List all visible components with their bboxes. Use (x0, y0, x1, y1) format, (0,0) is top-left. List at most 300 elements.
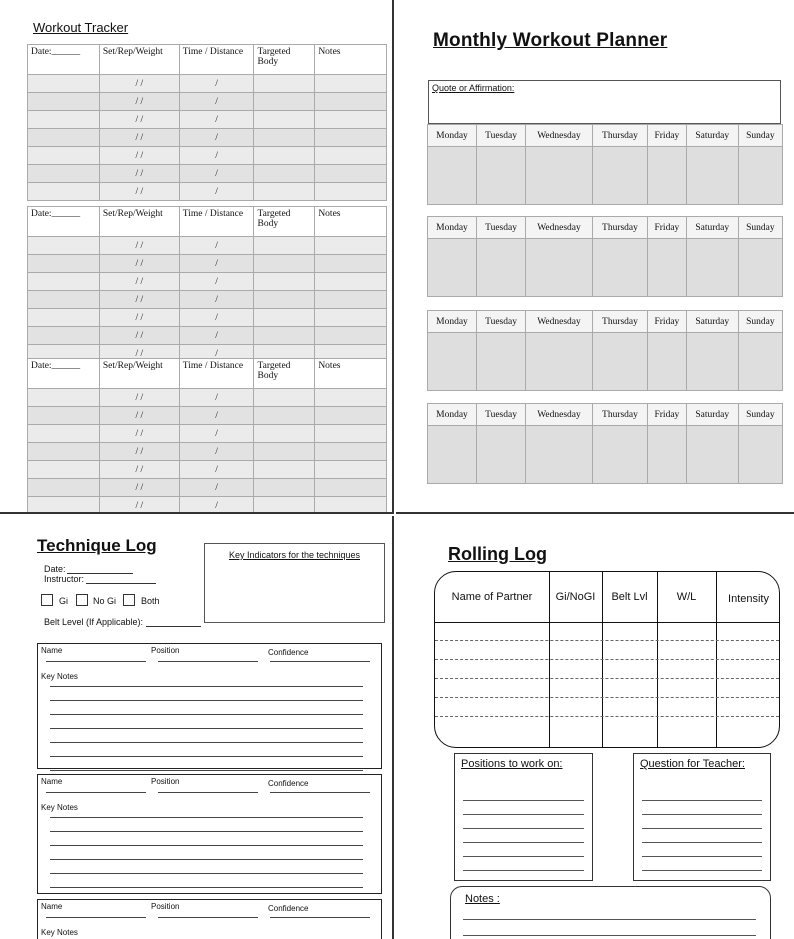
rolling-log-title: Rolling Log (448, 544, 547, 564)
targeted-body-cell[interactable] (254, 327, 315, 345)
day-cell[interactable] (476, 333, 525, 391)
column-header: Date:______ (28, 207, 100, 237)
monthly-planner-title: Monthly Workout Planner (433, 30, 668, 51)
column-header: Targeted Body (254, 359, 315, 389)
write-line[interactable] (642, 870, 762, 871)
day-header: Tuesday (476, 404, 525, 426)
note-line[interactable] (50, 817, 363, 818)
targeted-body-cell[interactable] (254, 165, 315, 183)
workout-row[interactable] (28, 111, 387, 129)
note-line[interactable] (50, 770, 363, 771)
date-cell[interactable] (28, 389, 100, 407)
confidence-label: Confidence (268, 904, 309, 913)
day-cell[interactable] (592, 426, 647, 484)
notes-cell[interactable] (315, 183, 387, 201)
day-header: Thursday (592, 217, 647, 239)
key-indicators-box[interactable] (204, 543, 385, 623)
workout-row[interactable] (28, 237, 387, 255)
time-distance-cell[interactable]: / (179, 345, 254, 363)
day-header: Monday (428, 217, 477, 239)
rolling-log-table[interactable] (434, 571, 780, 748)
notes-cell[interactable] (315, 407, 387, 425)
date-cell[interactable] (28, 93, 100, 111)
notes-cell[interactable] (315, 309, 387, 327)
gi-checkbox[interactable] (41, 594, 53, 606)
column-header: Set/Rep/Weight (99, 45, 179, 75)
workout-row[interactable] (28, 75, 387, 93)
date-cell[interactable] (28, 291, 100, 309)
day-cell[interactable] (686, 147, 738, 205)
week-cells-row (428, 426, 783, 484)
time-distance-cell[interactable]: / (179, 443, 254, 461)
question-label: Question for Teacher: (640, 758, 745, 770)
workout-row[interactable] (28, 129, 387, 147)
workout-row[interactable] (28, 93, 387, 111)
column-header: Date:______ (28, 45, 100, 75)
write-line[interactable] (642, 800, 762, 801)
both-checkbox[interactable] (123, 594, 135, 606)
day-header: Sunday (738, 125, 782, 147)
rolling-row-line[interactable] (435, 640, 779, 641)
workout-row[interactable] (28, 309, 387, 327)
targeted-body-cell[interactable] (254, 273, 315, 291)
day-cell[interactable] (738, 147, 782, 205)
set-rep-weight-cell[interactable]: / / (99, 147, 179, 165)
notes-cell[interactable] (315, 165, 387, 183)
workout-tracker-title: Workout Tracker (33, 20, 129, 35)
day-header: Monday (428, 311, 477, 333)
date-cell[interactable] (28, 443, 100, 461)
notes-cell[interactable] (315, 273, 387, 291)
week-table (427, 216, 783, 297)
date-cell[interactable] (28, 407, 100, 425)
targeted-body-cell[interactable] (254, 461, 315, 479)
column-header: Date:______ (28, 359, 100, 389)
day-cell[interactable] (476, 147, 525, 205)
day-header: Thursday (592, 125, 647, 147)
position-field[interactable] (158, 917, 258, 918)
time-distance-cell[interactable]: / (179, 327, 254, 345)
notes-cell[interactable] (315, 93, 387, 111)
notes-cell[interactable] (315, 129, 387, 147)
header-divider (435, 622, 779, 623)
day-header: Tuesday (476, 217, 525, 239)
workout-row[interactable] (28, 273, 387, 291)
day-header: Thursday (592, 404, 647, 426)
workout-row[interactable] (28, 425, 387, 443)
positions-box[interactable] (454, 753, 593, 881)
day-header: Monday (428, 125, 477, 147)
name-label: Name (41, 902, 63, 911)
write-line[interactable] (463, 814, 584, 815)
confidence-field[interactable] (270, 661, 370, 662)
quote-box[interactable] (428, 80, 781, 124)
date-cell[interactable] (28, 147, 100, 165)
belt-label: Belt Level (If Applicable): (44, 617, 144, 627)
note-line[interactable] (50, 728, 363, 729)
rolling-row-line[interactable] (435, 659, 779, 660)
set-rep-weight-cell[interactable]: / / (99, 425, 179, 443)
time-distance-cell[interactable]: / (179, 425, 254, 443)
time-distance-cell[interactable]: / (179, 309, 254, 327)
day-cell[interactable] (526, 239, 593, 297)
time-distance-cell[interactable]: / (179, 407, 254, 425)
date-cell[interactable] (28, 183, 100, 201)
targeted-body-cell[interactable] (254, 443, 315, 461)
key-indicators-label: Key Indicators for the techniques (228, 550, 361, 560)
day-cell[interactable] (592, 147, 647, 205)
workout-table-header (28, 207, 387, 237)
workout-row[interactable] (28, 389, 387, 407)
write-line[interactable] (642, 856, 762, 857)
day-header: Monday (428, 404, 477, 426)
write-line[interactable] (463, 856, 584, 857)
time-distance-cell[interactable]: / (179, 461, 254, 479)
time-distance-cell[interactable]: / (179, 111, 254, 129)
workout-row[interactable] (28, 407, 387, 425)
week-days-row (428, 311, 783, 333)
set-rep-weight-cell[interactable]: / / (99, 273, 179, 291)
set-rep-weight-cell[interactable]: / / (99, 389, 179, 407)
day-header: Tuesday (476, 311, 525, 333)
day-header: Friday (648, 404, 687, 426)
date-cell[interactable] (28, 497, 100, 515)
workout-row[interactable] (28, 165, 387, 183)
notes-cell[interactable] (315, 497, 387, 515)
week-days-row (428, 404, 783, 426)
note-line[interactable] (50, 873, 363, 874)
date-cell[interactable] (28, 129, 100, 147)
notes-line[interactable] (463, 919, 756, 920)
date-label: Date: (44, 564, 66, 574)
notes-cell[interactable] (315, 111, 387, 129)
date-cell[interactable] (28, 75, 100, 93)
column-header: Set/Rep/Weight (99, 207, 179, 237)
notes-cell[interactable] (315, 389, 387, 407)
day-cell[interactable] (476, 239, 525, 297)
technique-entry[interactable] (37, 899, 382, 939)
time-distance-cell[interactable]: / (179, 165, 254, 183)
set-rep-weight-cell[interactable]: / / (99, 111, 179, 129)
day-header: Saturday (686, 311, 738, 333)
set-rep-weight-cell[interactable]: / / (99, 497, 179, 515)
workout-table-header (28, 359, 387, 389)
day-header: Sunday (738, 404, 782, 426)
rolling-column-header: Gi/NoGI (555, 591, 596, 603)
instructor-label: Instructor: (44, 574, 85, 584)
question-box[interactable] (633, 753, 771, 881)
notes-cell[interactable] (315, 327, 387, 345)
write-line[interactable] (642, 842, 762, 843)
monthly-planner-page (396, 0, 794, 514)
set-rep-weight-cell[interactable]: / / (99, 479, 179, 497)
targeted-body-cell[interactable] (254, 93, 315, 111)
notes-box[interactable] (450, 886, 771, 939)
key-notes-label: Key Notes (41, 803, 78, 812)
workout-row[interactable] (28, 497, 387, 515)
set-rep-weight-cell[interactable]: / / (99, 237, 179, 255)
time-distance-cell[interactable]: / (179, 75, 254, 93)
week-cells-row (428, 239, 783, 297)
date-cell[interactable] (28, 237, 100, 255)
technique-log-page (0, 516, 394, 939)
day-cell[interactable] (686, 426, 738, 484)
gi-label: Gi (59, 596, 68, 606)
day-header: Wednesday (526, 217, 593, 239)
column-header: Targeted Body (254, 45, 315, 75)
set-rep-weight-cell[interactable]: / / (99, 461, 179, 479)
rolling-row-line[interactable] (435, 697, 779, 698)
targeted-body-cell[interactable] (254, 425, 315, 443)
set-rep-weight-cell[interactable]: / / (99, 407, 179, 425)
key-notes-label: Key Notes (41, 672, 78, 681)
time-distance-cell[interactable]: / (179, 147, 254, 165)
note-line[interactable] (50, 700, 363, 701)
name-label: Name (41, 777, 63, 786)
day-cell[interactable] (428, 147, 477, 205)
workout-row[interactable] (28, 291, 387, 309)
workout-row[interactable] (28, 327, 387, 345)
day-header: Saturday (686, 404, 738, 426)
day-cell[interactable] (476, 426, 525, 484)
targeted-body-cell[interactable] (254, 309, 315, 327)
day-cell[interactable] (738, 239, 782, 297)
column-header: Notes (315, 207, 387, 237)
note-line[interactable] (50, 742, 363, 743)
targeted-body-cell[interactable] (254, 407, 315, 425)
set-rep-weight-cell[interactable]: / / (99, 255, 179, 273)
technique-entry[interactable] (37, 774, 382, 894)
write-line[interactable] (463, 800, 584, 801)
date-cell[interactable] (28, 111, 100, 129)
workout-table-header (28, 45, 387, 75)
date-cell[interactable] (28, 165, 100, 183)
notes-cell[interactable] (315, 425, 387, 443)
workout-row[interactable] (28, 183, 387, 201)
workout-row[interactable] (28, 255, 387, 273)
time-distance-cell[interactable]: / (179, 93, 254, 111)
time-distance-cell[interactable]: / (179, 255, 254, 273)
day-cell[interactable] (738, 426, 782, 484)
confidence-field[interactable] (270, 917, 370, 918)
targeted-body-cell[interactable] (254, 389, 315, 407)
targeted-body-cell[interactable] (254, 183, 315, 201)
position-field[interactable] (158, 792, 258, 793)
column-header: Time / Distance (179, 359, 254, 389)
rolling-column-header: Name of Partner (451, 591, 533, 603)
position-label: Position (151, 902, 180, 911)
set-rep-weight-cell[interactable]: / / (99, 327, 179, 345)
set-rep-weight-cell[interactable]: / / (99, 93, 179, 111)
workout-row[interactable] (28, 443, 387, 461)
day-header: Saturday (686, 217, 738, 239)
targeted-body-cell[interactable] (254, 497, 315, 515)
day-cell[interactable] (648, 426, 687, 484)
day-cell[interactable] (686, 239, 738, 297)
day-header: Friday (648, 125, 687, 147)
position-field[interactable] (158, 661, 258, 662)
workout-table (27, 44, 387, 201)
day-cell[interactable] (526, 426, 593, 484)
time-distance-cell[interactable]: / (179, 497, 254, 515)
column-header: Notes (315, 359, 387, 389)
notes-cell[interactable] (315, 443, 387, 461)
note-line[interactable] (50, 686, 363, 687)
confidence-field[interactable] (270, 792, 370, 793)
notes-cell[interactable] (315, 237, 387, 255)
instructor-field[interactable] (86, 583, 156, 584)
set-rep-weight-cell[interactable]: / / (99, 75, 179, 93)
time-distance-cell[interactable]: / (179, 389, 254, 407)
time-distance-cell[interactable]: / (179, 129, 254, 147)
notes-cell[interactable] (315, 479, 387, 497)
notes-label: Notes : (465, 893, 500, 905)
set-rep-weight-cell[interactable]: / / (99, 309, 179, 327)
day-cell[interactable] (648, 239, 687, 297)
targeted-body-cell[interactable] (254, 291, 315, 309)
day-cell[interactable] (686, 333, 738, 391)
time-distance-cell[interactable]: / (179, 237, 254, 255)
day-cell[interactable] (428, 426, 477, 484)
notes-cell[interactable] (315, 291, 387, 309)
day-header: Wednesday (526, 125, 593, 147)
note-line[interactable] (50, 756, 363, 757)
time-distance-cell[interactable]: / (179, 479, 254, 497)
column-header: Notes (315, 45, 387, 75)
day-cell[interactable] (592, 333, 647, 391)
day-header: Wednesday (526, 311, 593, 333)
write-line[interactable] (642, 814, 762, 815)
note-line[interactable] (50, 887, 363, 888)
set-rep-weight-cell[interactable]: / / (99, 443, 179, 461)
day-cell[interactable] (526, 147, 593, 205)
date-cell[interactable] (28, 255, 100, 273)
workout-row[interactable] (28, 461, 387, 479)
rolling-row-line[interactable] (435, 716, 779, 717)
week-cells-row (428, 333, 783, 391)
notes-cell[interactable] (315, 147, 387, 165)
note-line[interactable] (50, 845, 363, 846)
set-rep-weight-cell[interactable]: / / (99, 345, 179, 363)
name-field[interactable] (46, 917, 146, 918)
notes-cell[interactable] (315, 75, 387, 93)
note-line[interactable] (50, 831, 363, 832)
day-header: Saturday (686, 125, 738, 147)
rolling-column-header: Intensity (728, 593, 769, 605)
rolling-log-page (396, 516, 794, 939)
name-field[interactable] (46, 661, 146, 662)
date-cell[interactable] (28, 479, 100, 497)
notes-line[interactable] (463, 935, 756, 936)
day-header: Sunday (738, 311, 782, 333)
day-header: Friday (648, 311, 687, 333)
workout-table (27, 358, 387, 514)
week-table (427, 403, 783, 484)
position-label: Position (151, 777, 180, 786)
write-line[interactable] (463, 828, 584, 829)
date-cell[interactable] (28, 273, 100, 291)
technique-entry[interactable] (37, 643, 382, 769)
day-header: Sunday (738, 217, 782, 239)
week-cells-row (428, 147, 783, 205)
rolling-column-header: W/L (676, 591, 697, 603)
write-line[interactable] (463, 842, 584, 843)
day-header: Wednesday (526, 404, 593, 426)
confidence-label: Confidence (268, 648, 309, 657)
week-table (427, 310, 783, 391)
day-cell[interactable] (738, 333, 782, 391)
targeted-body-cell[interactable] (254, 147, 315, 165)
date-cell[interactable] (28, 461, 100, 479)
targeted-body-cell[interactable] (254, 479, 315, 497)
note-line[interactable] (50, 859, 363, 860)
targeted-body-cell[interactable] (254, 75, 315, 93)
workout-row[interactable] (28, 147, 387, 165)
set-rep-weight-cell[interactable]: / / (99, 165, 179, 183)
notes-cell[interactable] (315, 461, 387, 479)
day-cell[interactable] (526, 333, 593, 391)
set-rep-weight-cell[interactable]: / / (99, 129, 179, 147)
confidence-label: Confidence (268, 779, 309, 788)
belt-field[interactable] (146, 626, 201, 627)
column-header: Set/Rep/Weight (99, 359, 179, 389)
targeted-body-cell[interactable] (254, 255, 315, 273)
day-cell[interactable] (648, 333, 687, 391)
day-header: Tuesday (476, 125, 525, 147)
technique-log-title: Technique Log (37, 536, 157, 555)
workout-table (27, 206, 387, 363)
column-header: Time / Distance (179, 207, 254, 237)
set-rep-weight-cell[interactable]: / / (99, 183, 179, 201)
name-field[interactable] (46, 792, 146, 793)
key-notes-label: Key Notes (41, 928, 78, 937)
write-line[interactable] (642, 828, 762, 829)
day-cell[interactable] (592, 239, 647, 297)
quote-label: Quote or Affirmation: (432, 83, 515, 93)
rolling-column-header: Belt Lvl (611, 591, 648, 603)
nogi-label: No Gi (93, 596, 117, 606)
name-label: Name (41, 646, 63, 655)
date-cell[interactable] (28, 425, 100, 443)
set-rep-weight-cell[interactable]: / / (99, 291, 179, 309)
day-cell[interactable] (648, 147, 687, 205)
day-cell[interactable] (428, 239, 477, 297)
targeted-body-cell[interactable] (254, 111, 315, 129)
column-header: Time / Distance (179, 45, 254, 75)
time-distance-cell[interactable]: / (179, 183, 254, 201)
day-cell[interactable] (428, 333, 477, 391)
both-label: Both (141, 596, 160, 606)
notes-cell[interactable] (315, 255, 387, 273)
rolling-row-line[interactable] (435, 678, 779, 679)
targeted-body-cell[interactable] (254, 129, 315, 147)
date-cell[interactable] (28, 327, 100, 345)
workout-row[interactable] (28, 479, 387, 497)
time-distance-cell[interactable]: / (179, 273, 254, 291)
workout-tracker-page (0, 0, 394, 514)
time-distance-cell[interactable]: / (179, 291, 254, 309)
position-label: Position (151, 646, 180, 655)
date-cell[interactable] (28, 309, 100, 327)
write-line[interactable] (463, 870, 584, 871)
note-line[interactable] (50, 714, 363, 715)
targeted-body-cell[interactable] (254, 237, 315, 255)
day-header: Thursday (592, 311, 647, 333)
nogi-checkbox[interactable] (76, 594, 88, 606)
day-header: Friday (648, 217, 687, 239)
week-days-row (428, 125, 783, 147)
week-table (427, 124, 783, 205)
